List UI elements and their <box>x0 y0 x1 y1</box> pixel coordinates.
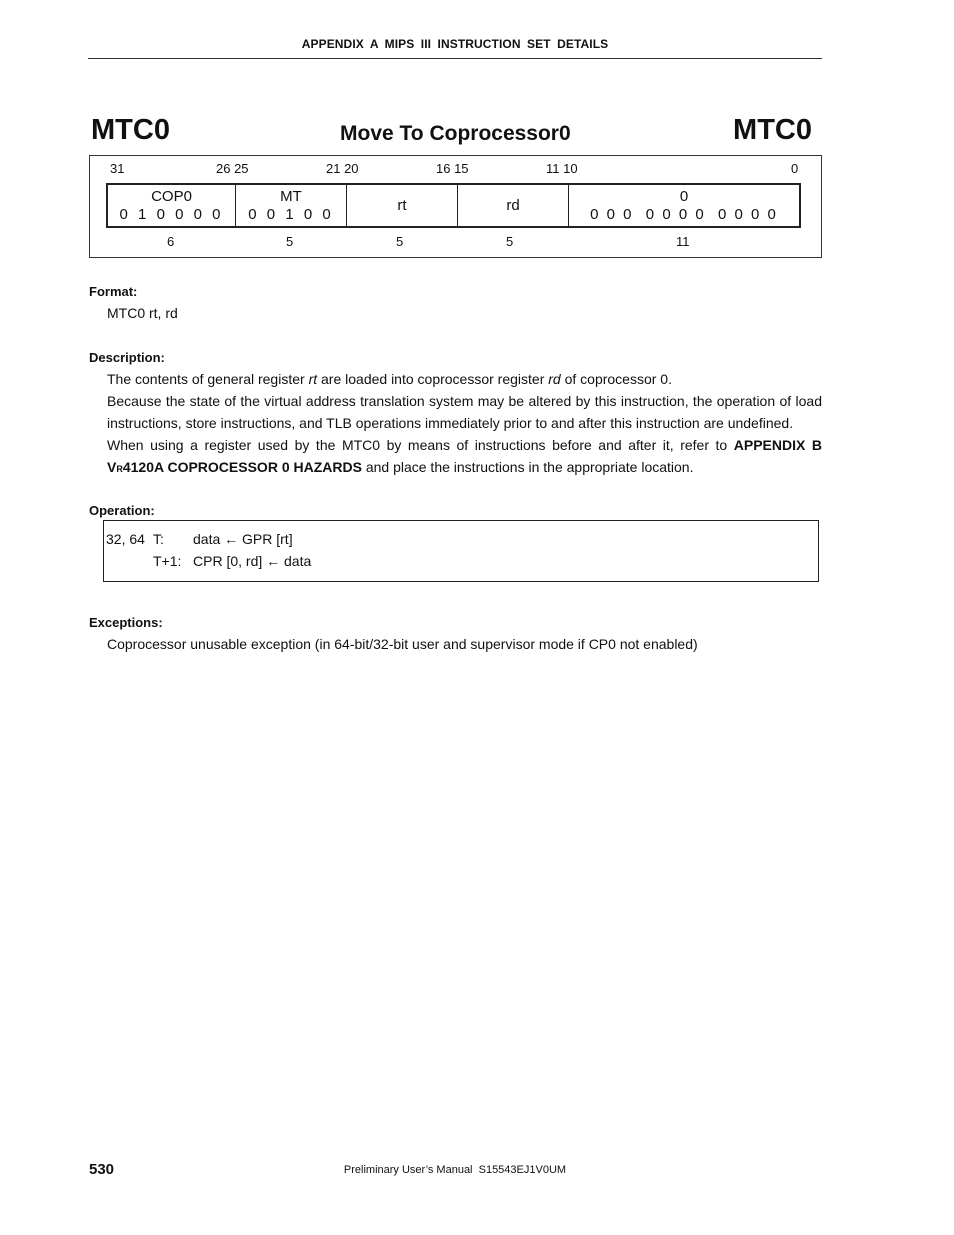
operation-heading: Operation: <box>89 503 155 518</box>
field-name: rt <box>397 196 407 214</box>
field-rd <box>458 185 569 226</box>
running-header: APPENDIX A MIPS III INSTRUCTION SET DETAILS <box>301 37 609 51</box>
field-cop0 <box>108 185 236 226</box>
bit-position-label: 11 10 <box>546 161 578 176</box>
exceptions-text: Coprocessor unusable exception (in 64-bit/32-bit user and supervisor mode if CP0 not enabled) <box>107 636 698 652</box>
operation-box <box>103 520 819 582</box>
format-heading: Format: <box>89 284 138 299</box>
field-width-label: 5 <box>286 234 294 249</box>
instruction-fields <box>106 183 801 228</box>
field-rt <box>347 185 458 226</box>
operation-time: T+1: <box>153 553 182 569</box>
bit-position-label: 26 25 <box>216 161 249 176</box>
mnemonic-left: MTC0 <box>91 114 170 146</box>
page-number: 530 <box>89 1161 115 1178</box>
exceptions-heading: Exceptions: <box>89 615 163 630</box>
bit-position-label: 31 <box>110 161 125 176</box>
field-width-label: 5 <box>396 234 404 249</box>
footer-manual-id: Preliminary User’s Manual S15543EJ1V0UM <box>343 1164 567 1176</box>
operation-statement: data ← GPR [rt] <box>193 531 293 547</box>
field-width-label: 11 <box>676 234 690 249</box>
operation-statement: CPR [0, rd] ← data <box>193 553 312 569</box>
field-name: rd <box>506 196 520 214</box>
field-width-label: 6 <box>167 234 175 249</box>
operation-mode: 32, 64 <box>106 531 145 547</box>
field-name: COP0 <box>151 187 192 205</box>
description-heading: Description: <box>89 350 165 365</box>
description-paragraph: Because the state of the virtual address translation system may be altered by this instruction, the operation of load instructions, store instructions, and TLB operations immediately prior to and after this instruction are undefined. <box>107 393 822 431</box>
field-name: 0 <box>679 187 689 205</box>
bit-position-label: 16 15 <box>436 161 469 176</box>
description-paragraph: The contents of general register rt are loaded into coprocessor register rd of coprocessor 0. <box>107 371 672 387</box>
operation-time: T: <box>153 531 164 547</box>
field-zero <box>569 185 799 226</box>
field-mt <box>236 185 347 226</box>
mnemonic-right: MTC0 <box>733 114 812 146</box>
bit-position-label: 0 <box>791 161 799 176</box>
instruction-name: Move To Coprocessor0 <box>340 122 571 145</box>
field-bits: 0 0 0 0 0 0 0 0 0 0 0 <box>590 205 778 223</box>
description-text <box>107 368 822 480</box>
field-width-label: 5 <box>506 234 514 249</box>
appendix-reference: APPENDIX B VR4120A COPROCESSOR 0 HAZARDS <box>107 437 822 475</box>
header-rule <box>88 58 822 59</box>
field-bits: 0 1 0 0 0 0 <box>119 205 224 223</box>
bit-position-label: 21 20 <box>326 161 359 176</box>
field-bits: 0 0 1 0 0 <box>248 205 334 223</box>
field-name: MT <box>280 187 302 205</box>
format-syntax: MTC0 rt, rd <box>107 305 178 321</box>
description-paragraph: When using a register used by the MTC0 by means of instructions before and after it, refer to APPENDIX B VR4120A COPROCESSOR 0 HAZARDS and place the instructions in the appropriate location. <box>107 437 822 475</box>
